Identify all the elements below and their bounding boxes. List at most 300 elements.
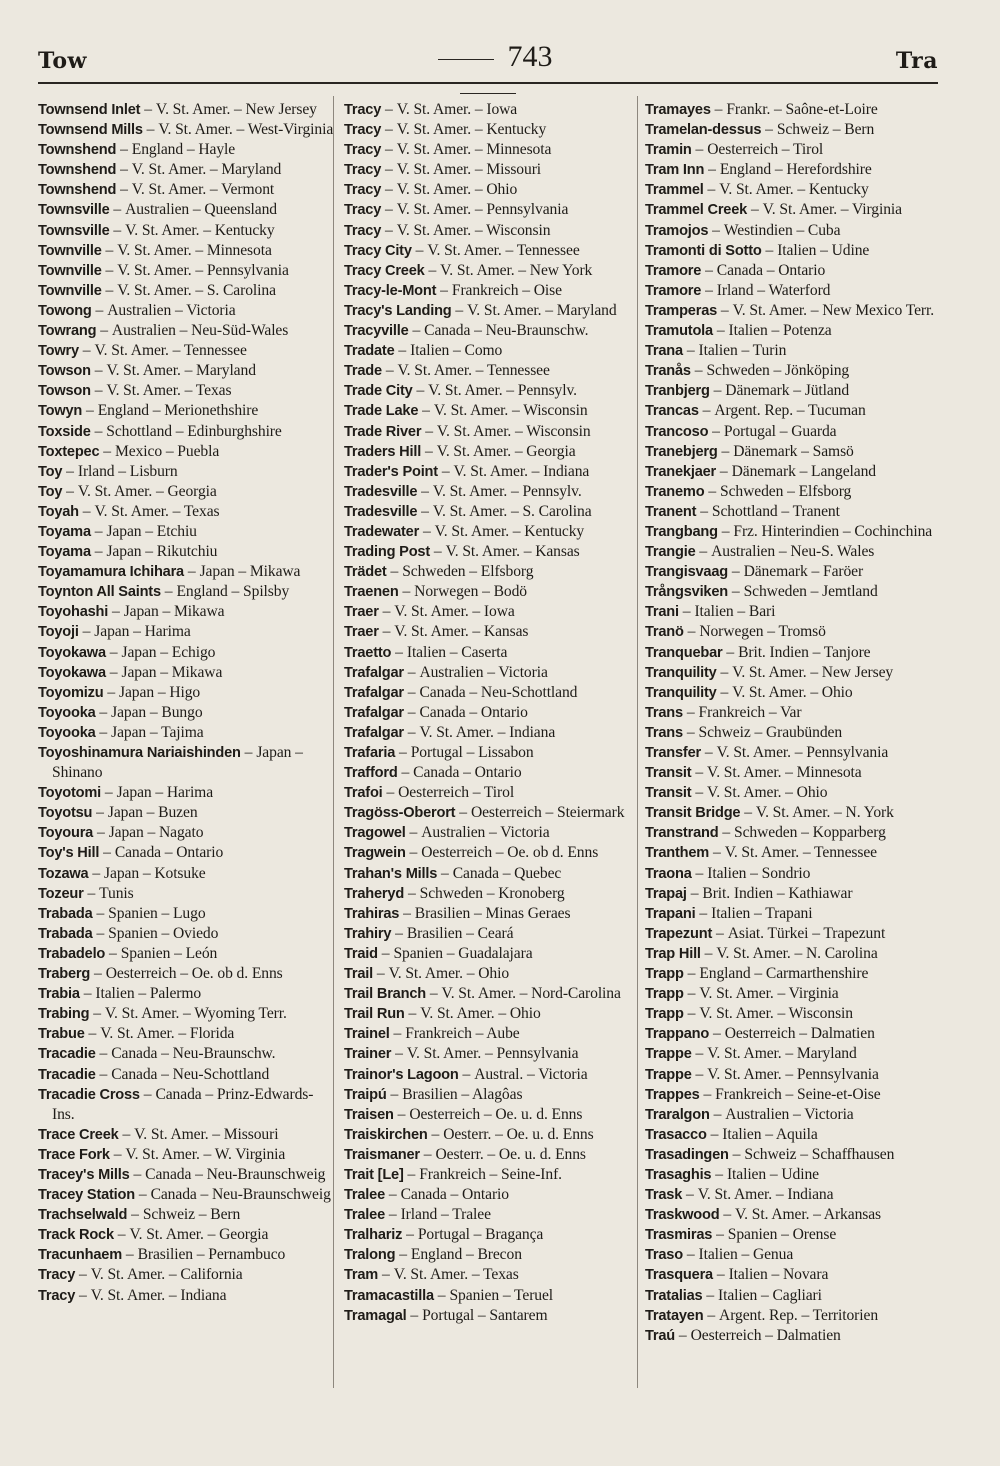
gazetteer-entry xyxy=(38,120,334,140)
place-name: Tracadie Cross xyxy=(38,1086,140,1103)
entry-separator: – xyxy=(716,663,733,681)
place-location: Mexico – Puebla xyxy=(114,442,220,460)
place-location: Schweden – Kopparberg xyxy=(734,824,886,842)
place-location: Japan – Nagato xyxy=(108,824,204,842)
place-location: V. St. Amer. – Kentucky xyxy=(434,522,585,540)
place-name: Trafalgar xyxy=(344,704,404,721)
entry-separator: – xyxy=(417,482,433,500)
gazetteer-entry xyxy=(645,1286,941,1306)
place-name: Tranö xyxy=(645,624,684,641)
entry-separator: – xyxy=(105,663,122,681)
place-name: Tozawa xyxy=(38,865,89,882)
gazetteer-entry xyxy=(38,502,334,522)
place-location: Japan – Bungo xyxy=(111,703,203,721)
gazetteer-entry xyxy=(344,582,640,602)
place-name: Traisen xyxy=(344,1106,394,1123)
gazetteer-entry xyxy=(38,643,334,663)
entry-separator: – xyxy=(386,1085,403,1103)
entry-separator: – xyxy=(712,322,729,340)
entry-separator: – xyxy=(458,1065,475,1083)
place-name: Trångsviken xyxy=(645,584,728,601)
entry-separator: – xyxy=(381,181,397,199)
entry-separator: – xyxy=(381,201,397,219)
place-name: Tragowel xyxy=(344,825,406,842)
entry-separator: – xyxy=(101,281,118,299)
place-location: Italien – Turin xyxy=(698,342,787,360)
place-name: Tranemo xyxy=(645,483,705,500)
place-name: Toyama xyxy=(38,544,91,561)
entry-separator: – xyxy=(378,623,395,641)
place-location: Australien – Queensland xyxy=(125,201,277,219)
gazetteer-entry xyxy=(38,904,334,924)
place-name: Trangie xyxy=(645,544,696,561)
place-location: Oesterreich – Dalmatien xyxy=(690,1326,841,1344)
entry-separator: – xyxy=(96,322,112,340)
place-name: Trafalgar xyxy=(344,684,404,701)
place-name: Tramelan-dessus xyxy=(645,122,762,139)
place-name: Traetto xyxy=(344,644,392,661)
place-location: England – Herefordshire xyxy=(719,161,872,179)
entry-separator: – xyxy=(719,1206,736,1224)
entry-separator: – xyxy=(95,1065,112,1083)
place-location: Oesterreich – Tirol xyxy=(707,141,824,159)
entry-separator: – xyxy=(404,884,420,902)
place-location: V. St. Amer. – Texas xyxy=(106,382,232,400)
place-name: Trabada xyxy=(38,905,93,922)
place-location: V. St. Amer. – New York xyxy=(440,261,593,279)
entry-separator: – xyxy=(116,161,132,179)
place-name: Tragwein xyxy=(344,845,406,862)
place-name: Tracy's Landing xyxy=(344,302,452,319)
gazetteer-entry xyxy=(344,723,640,743)
gazetteer-entry xyxy=(344,562,640,582)
gazetteer-entry xyxy=(344,1185,640,1205)
gazetteer-entry xyxy=(344,1105,640,1125)
place-name: Towson xyxy=(38,383,91,400)
entry-separator: – xyxy=(455,804,471,822)
place-name: Toy xyxy=(38,483,63,500)
place-name: Tracy xyxy=(344,222,382,239)
place-location: V. St. Amer. – Missouri xyxy=(134,1125,279,1143)
place-location: Schweden – Jemtland xyxy=(743,583,878,601)
place-name: Trace Fork xyxy=(38,1146,110,1163)
place-name: Tracy City xyxy=(344,242,412,259)
gazetteer-entry xyxy=(344,542,640,562)
entry-separator: – xyxy=(717,522,734,540)
gazetteer-entry xyxy=(344,743,640,763)
place-name: Townsend Mills xyxy=(38,122,143,139)
entry-separator: – xyxy=(421,442,437,460)
gazetteer-entry xyxy=(344,1044,640,1064)
gazetteer-entry xyxy=(38,321,334,341)
entry-separator: – xyxy=(91,301,108,319)
gazetteer-entry xyxy=(645,964,941,984)
entry-separator: – xyxy=(391,643,407,661)
place-name: Toyamamura Ichihara xyxy=(38,564,184,581)
place-name: Traipú xyxy=(344,1086,387,1103)
gazetteer-entry xyxy=(344,622,640,642)
gazetteer-entry xyxy=(344,401,640,421)
entry-separator: – xyxy=(708,221,724,239)
gazetteer-entry xyxy=(38,924,334,944)
gazetteer-entry xyxy=(645,1125,941,1145)
place-location: V. St. Amer. – Nord-Carolina xyxy=(441,985,621,1003)
place-location: V. St. Amer. – Arkansas xyxy=(735,1206,882,1224)
entry-separator: – xyxy=(412,382,429,400)
entry-separator: – xyxy=(160,583,177,601)
place-location: Canada – Ontario xyxy=(400,1186,509,1204)
place-location: Japan – Rikutchiu xyxy=(106,543,218,561)
place-name: Trafalgar xyxy=(344,664,404,681)
place-name: Trasadingen xyxy=(645,1146,729,1163)
place-name: Trade City xyxy=(344,383,413,400)
entry-separator: – xyxy=(691,864,708,882)
gazetteer-entry xyxy=(645,381,941,401)
gazetteer-entry xyxy=(38,1245,334,1265)
entry-separator: – xyxy=(100,784,117,802)
entry-separator: – xyxy=(373,965,389,983)
place-name: Trachselwald xyxy=(38,1207,128,1224)
entry-separator: – xyxy=(683,985,700,1003)
gazetteer-entry xyxy=(645,763,941,783)
place-name: Townville xyxy=(38,262,102,279)
place-location: V. St. Amer. – Vermont xyxy=(131,181,275,199)
place-name: Toxtepec xyxy=(38,443,100,460)
place-location: V. St. Amer. – Wisconsin xyxy=(396,221,551,239)
running-head-left: Tow xyxy=(38,48,87,74)
gazetteer-entry xyxy=(645,864,941,884)
place-name: Traberg xyxy=(38,966,91,983)
entry-separator: – xyxy=(381,161,397,179)
place-location: Oesterreich – Oe. ob d. Enns xyxy=(105,965,283,983)
place-name: Townville xyxy=(38,282,102,299)
place-location: V. St. Amer. – Pennsylvania xyxy=(716,744,889,761)
entry-separator: – xyxy=(183,563,200,581)
entry-separator: – xyxy=(682,1246,699,1264)
place-location: V. St. Amer. – Iowa xyxy=(396,101,518,118)
place-name: Transit xyxy=(645,765,692,782)
gazetteer-entry xyxy=(645,180,941,200)
place-name: Townsville xyxy=(38,202,110,219)
column-2 xyxy=(344,100,640,1326)
gazetteer-entry xyxy=(344,1205,640,1225)
place-location: V. St. Amer. – Georgia xyxy=(436,442,576,460)
gazetteer-entry xyxy=(38,663,334,683)
entry-separator: – xyxy=(90,965,106,983)
place-name: Tralhariz xyxy=(344,1227,403,1244)
entry-separator: – xyxy=(699,1085,716,1103)
gazetteer-entry xyxy=(344,864,640,884)
gazetteer-entry xyxy=(344,120,640,140)
gazetteer-entry xyxy=(344,884,640,904)
place-name: Trail xyxy=(344,966,374,983)
entry-separator: – xyxy=(682,703,699,721)
gazetteer-entry xyxy=(344,924,640,944)
entry-separator: – xyxy=(691,1045,708,1063)
gazetteer-entry xyxy=(344,140,640,160)
place-name: Trappe xyxy=(645,1066,692,1083)
gazetteer-entry xyxy=(38,281,334,301)
gazetteer-entry xyxy=(645,884,941,904)
place-name: Tradewater xyxy=(344,523,420,540)
entry-separator: – xyxy=(404,1005,421,1023)
place-name: Tratayen xyxy=(645,1307,704,1324)
gazetteer-entry xyxy=(344,341,640,361)
place-name: Townsville xyxy=(38,222,110,239)
place-name: Tradate xyxy=(344,343,395,360)
place-location: Italien – Genua xyxy=(698,1246,794,1264)
entry-separator: – xyxy=(691,141,708,159)
gazetteer-entry xyxy=(38,843,334,863)
place-name: Trade xyxy=(344,363,382,380)
place-location: Japan – Echigo xyxy=(121,643,216,661)
place-name: Toyotsu xyxy=(38,805,93,822)
entry-separator: – xyxy=(708,422,724,440)
gazetteer-entry xyxy=(344,1306,640,1326)
entry-separator: – xyxy=(105,944,121,962)
place-name: Trangbang xyxy=(645,523,718,540)
entry-separator: – xyxy=(381,141,397,159)
place-location: V. St. Amer. – Virginia xyxy=(762,201,902,219)
gazetteer-entry xyxy=(38,602,334,622)
place-name: Tranthem xyxy=(645,845,710,862)
gazetteer-entry xyxy=(38,1286,334,1306)
entry-separator: – xyxy=(703,1306,720,1324)
entry-separator: – xyxy=(683,1005,700,1023)
place-name: Trasmiras xyxy=(645,1227,713,1244)
place-name: Tranquility xyxy=(645,664,717,681)
entry-separator: – xyxy=(99,442,115,460)
gazetteer-entry xyxy=(645,1306,941,1326)
place-name: Tralee xyxy=(344,1187,385,1204)
entry-separator: – xyxy=(95,1045,112,1063)
place-location: Italien – Aquila xyxy=(722,1125,818,1143)
place-location: Irland – Waterford xyxy=(716,281,831,299)
entry-separator: – xyxy=(385,1206,401,1224)
entry-separator: – xyxy=(717,301,733,319)
place-name: Tratalias xyxy=(645,1287,703,1304)
entry-separator: – xyxy=(704,482,721,500)
gazetteer-entry xyxy=(344,482,640,502)
place-name: Townsend Inlet xyxy=(38,102,141,118)
gazetteer-entry xyxy=(645,422,941,442)
place-location: Brasilien – Pernambuco xyxy=(137,1246,286,1264)
entry-separator: – xyxy=(378,603,395,621)
place-location: Oesterreich – Oe. u. d. Enns xyxy=(409,1105,583,1123)
place-location: Canada – Neu-Braunschweig xyxy=(150,1186,331,1204)
place-location: V. St. Amer. – Tennessee xyxy=(427,241,580,259)
place-name: Trabue xyxy=(38,1026,85,1043)
place-name: Towrang xyxy=(38,323,97,340)
place-location: Asiat. Türkei – Trapezunt xyxy=(727,924,886,942)
gazetteer-entry xyxy=(38,261,334,281)
entry-separator: – xyxy=(140,101,156,118)
place-name: Trasquera xyxy=(645,1267,713,1284)
entry-separator: – xyxy=(698,402,715,420)
place-name: Traders Hill xyxy=(344,443,422,460)
place-location: V. St. Amer. – Kansas xyxy=(394,623,529,641)
entry-separator: – xyxy=(403,683,420,701)
gazetteer-entry xyxy=(344,200,640,220)
place-name: Tradesville xyxy=(344,483,418,500)
place-location: V. St. Amer. – Ohio xyxy=(420,1005,541,1023)
entry-separator: – xyxy=(712,1266,729,1284)
place-location: Japan – Higo xyxy=(119,683,201,701)
gazetteer-entry xyxy=(344,1225,640,1245)
place-name: Tracy Creek xyxy=(344,262,425,279)
entry-separator: – xyxy=(134,1186,151,1204)
place-location: V. St. Amer. – Maryland xyxy=(707,1045,857,1063)
entry-separator: – xyxy=(761,121,777,139)
gazetteer-entry xyxy=(38,703,334,723)
gazetteer-entry xyxy=(38,1125,334,1145)
entry-separator: – xyxy=(109,221,126,239)
place-name: Tracey Station xyxy=(38,1187,135,1204)
gazetteer-entry xyxy=(645,843,941,863)
place-name: Transfer xyxy=(645,745,701,761)
gazetteer-entry xyxy=(344,803,640,823)
place-location: Irland – Lisburn xyxy=(77,462,178,480)
entry-separator: – xyxy=(421,422,437,440)
place-location: Australien – Victoria xyxy=(107,301,236,319)
place-location: Australien – Victoria xyxy=(419,663,548,681)
place-location: V. St. Amer. – Pennsylv. xyxy=(432,482,582,500)
place-name: Toynton All Saints xyxy=(38,584,161,601)
place-location: V. St. Amer. – Florida xyxy=(100,1025,235,1043)
entry-separator: – xyxy=(695,543,712,561)
entry-separator: – xyxy=(118,1125,135,1143)
entry-separator: – xyxy=(403,723,420,741)
gazetteer-entry xyxy=(38,1024,334,1044)
gazetteer-entry xyxy=(645,140,941,160)
entry-separator: – xyxy=(727,563,744,581)
gazetteer-entry xyxy=(38,884,334,904)
gazetteer-entry xyxy=(38,221,334,241)
place-location: Italien – Cagliari xyxy=(718,1286,822,1304)
place-location: Schottland – Edinburghshire xyxy=(106,422,282,440)
entry-separator: – xyxy=(718,824,735,842)
place-location: Schweiz – Bern xyxy=(142,1206,241,1224)
place-name: Trancas xyxy=(645,403,699,420)
place-location: Spanien – Orense xyxy=(727,1226,837,1244)
entry-separator: – xyxy=(728,1145,745,1163)
entry-separator: – xyxy=(716,683,733,701)
place-location: Dänemark – Faröer xyxy=(743,563,864,581)
entry-separator: – xyxy=(706,1125,723,1143)
place-location: Italien – Novara xyxy=(728,1266,829,1284)
gazetteer-entry xyxy=(645,562,941,582)
place-name: Tracy xyxy=(344,182,382,199)
place-location: Italien – Bari xyxy=(694,603,776,621)
gazetteer-entry xyxy=(38,984,334,1004)
place-location: V. St. Amer. – Indiana xyxy=(419,723,556,741)
entry-separator: – xyxy=(75,1266,91,1284)
gazetteer-entry xyxy=(38,944,334,964)
place-name: Trans xyxy=(645,724,683,741)
place-location: Portugal – Santarem xyxy=(422,1306,548,1324)
place-name: Tracy xyxy=(344,122,382,139)
place-location: V. St. Amer. – Maryland xyxy=(131,161,282,179)
entry-separator: – xyxy=(127,1206,143,1224)
entry-separator: – xyxy=(700,944,717,962)
gazetteer-entry xyxy=(344,1065,640,1085)
entry-separator: – xyxy=(683,623,700,641)
gazetteer-entry xyxy=(645,823,941,843)
gazetteer-entry xyxy=(344,944,640,964)
entry-separator: – xyxy=(391,924,407,942)
entry-separator: – xyxy=(427,1125,444,1143)
place-name: Trail Run xyxy=(344,1006,405,1023)
place-location: V. St. Amer. – New Jersey xyxy=(732,663,894,681)
place-location: V. St. Amer. – Wisconsin xyxy=(699,1005,853,1023)
entry-separator: – xyxy=(418,402,434,420)
place-name: Trafoi xyxy=(344,785,383,802)
place-name: Tracy xyxy=(38,1267,76,1284)
entry-separator: – xyxy=(385,1186,401,1204)
place-location: V. St. Amer. – S. Carolina xyxy=(117,281,276,299)
entry-separator: – xyxy=(78,342,95,360)
entry-separator: – xyxy=(105,643,122,661)
place-name: Trap Hill xyxy=(645,945,701,962)
entry-separator: – xyxy=(84,1025,101,1043)
place-location: Japan – Buzen xyxy=(107,804,198,822)
entry-separator: – xyxy=(95,703,112,721)
entry-separator: – xyxy=(408,322,425,340)
place-name: Tranebjerg xyxy=(645,443,718,460)
place-name: Trading Post xyxy=(344,544,430,561)
gazetteer-entry xyxy=(645,1165,941,1185)
entry-separator: – xyxy=(389,1025,406,1043)
gazetteer-entry xyxy=(645,221,941,241)
place-location: Canada – Ontario xyxy=(419,703,528,721)
gazetteer-entry xyxy=(645,1044,941,1064)
entry-separator: – xyxy=(129,1165,146,1183)
place-location: V. St. Amer. – Minnesota xyxy=(396,141,552,159)
place-location: Japan – Tajima xyxy=(111,723,204,741)
place-location: V. St. Amer. – Texas xyxy=(94,502,220,520)
place-name: Trafalgar xyxy=(344,724,404,741)
gazetteer-entry xyxy=(38,301,334,321)
place-location: Portugal – Guarda xyxy=(723,422,837,440)
place-name: Tranbjerg xyxy=(645,383,710,400)
place-name: Tragöss-Oberort xyxy=(344,805,456,822)
gazetteer-entry xyxy=(38,200,334,220)
gazetteer-entry xyxy=(38,1225,334,1245)
gazetteer-entry xyxy=(645,643,941,663)
gazetteer-entry xyxy=(38,542,334,562)
entry-separator: – xyxy=(78,502,95,520)
place-name: Trainer xyxy=(344,1046,392,1063)
place-name: Toyoshinamura Nariaishinden xyxy=(38,745,241,761)
place-name: Toyooka xyxy=(38,704,96,721)
place-name: Trana xyxy=(645,343,683,360)
place-name: Trammel Creek xyxy=(645,202,748,219)
place-location: Norwegen – Bodö xyxy=(414,583,528,601)
place-name: Trasacco xyxy=(645,1126,707,1143)
entry-separator: – xyxy=(393,1105,410,1123)
gazetteer-entry xyxy=(645,341,941,361)
gazetteer-entry xyxy=(645,1024,941,1044)
place-location: Oesterr. – Oe. u. d. Enns xyxy=(443,1125,594,1143)
place-location: Japan – Mikawa xyxy=(121,663,223,681)
gazetteer-entry xyxy=(38,482,334,502)
gazetteer-entry xyxy=(38,381,334,401)
gazetteer-entry xyxy=(38,864,334,884)
place-name: Toyokawa xyxy=(38,644,106,661)
gazetteer-entry xyxy=(344,663,640,683)
entry-separator: – xyxy=(716,462,732,480)
entry-separator: – xyxy=(701,281,717,299)
